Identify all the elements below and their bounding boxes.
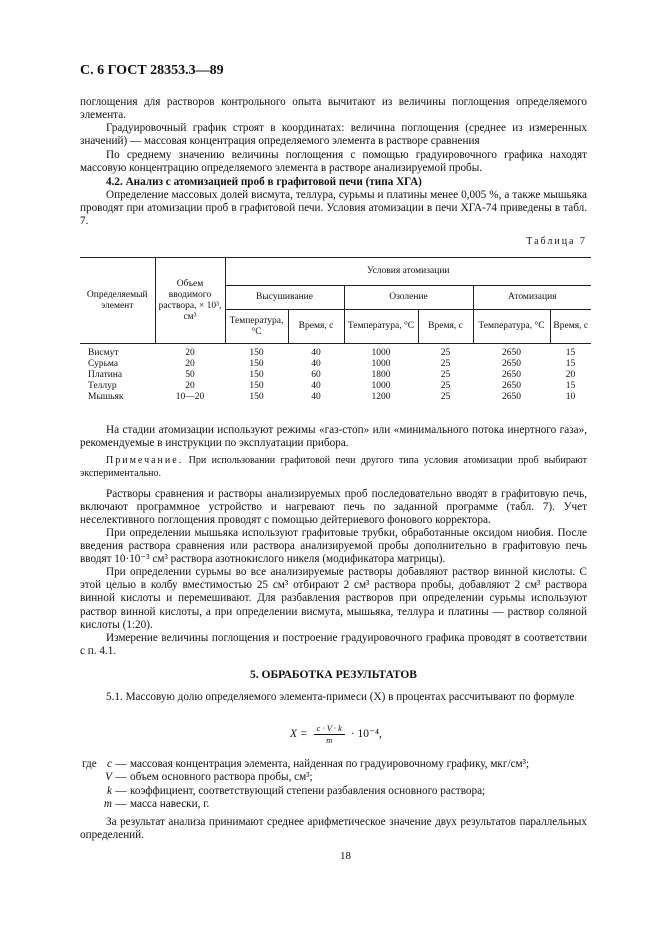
- cell: 1000: [371, 359, 391, 369]
- cell: 150: [249, 381, 264, 391]
- cell: 10—20: [175, 392, 205, 402]
- paragraph-4-2: Определение массовых долей висмута, теллура, сурьмы и платины менее 0,005 %, а также мышьяка проводят при атомизации проб в графитовой печи. Условия атомизации в печи ХГА-74 приведены в табл. 7.: [80, 189, 587, 228]
- cell: 150: [249, 370, 264, 380]
- legend-item: m — масса навески, г.: [82, 798, 529, 811]
- cell: 1800: [371, 370, 391, 380]
- cell: 50: [185, 370, 195, 380]
- page-header: С. 6 ГОСТ 28353.3—89: [80, 63, 224, 78]
- section-5-title: 5. ОБРАБОТКА РЕЗУЛЬТАТОВ: [250, 669, 417, 681]
- cell: 1200: [371, 392, 391, 402]
- paragraph-control: поглощения для растворов контрольного опыта вычитают из величины поглощения определяемого элемента.: [80, 96, 587, 122]
- note-text: При использовании графитовой печи другого типа условия атомизации проб выбирают экспериментально.: [80, 455, 587, 479]
- cell: 20: [185, 348, 195, 358]
- cell: 25: [440, 381, 451, 391]
- cell: 25: [440, 370, 451, 380]
- paragraph-graph: Градуировочный график строят в координатах: величина поглощения (среднее из измеренных значений) — массовая концентрация определяемого элемента в растворе сравнения: [80, 122, 587, 148]
- cell: 1000: [371, 348, 391, 358]
- cell: 40: [311, 348, 321, 358]
- table-caption: Таблица 7: [526, 236, 587, 247]
- paragraph-5-1: 5.1. Массовую долю определяемого элемента-примеси (X) в процентах рассчитывают по формуле: [106, 691, 575, 703]
- table-body: [80, 344, 591, 404]
- cell: 25: [440, 359, 451, 369]
- cell: 20: [185, 381, 195, 391]
- paragraph-mean: По среднему значению величины поглощения с помощью градуировочного графика находят массовую концентрацию определяемого элемента в растворе анализируемой пробы.: [80, 149, 587, 175]
- cell: 20: [185, 359, 195, 369]
- cell: Платина: [88, 370, 123, 380]
- cell: Сурьма: [88, 359, 119, 369]
- th-temp: Температура, °С: [225, 310, 288, 344]
- formula-fraction: [314, 723, 345, 746]
- cell: 15: [565, 359, 576, 369]
- legend-where: где: [82, 758, 97, 770]
- cell: 2650: [502, 370, 521, 380]
- note: [80, 455, 587, 480]
- th-conditions: Условия атомизации: [225, 258, 591, 286]
- th-time: Время, с: [418, 310, 473, 344]
- th-time: Время, с: [288, 310, 344, 344]
- legend-symbol: c: [107, 758, 112, 770]
- cell: 15: [565, 348, 576, 358]
- cell: 60: [311, 370, 321, 380]
- th-volume: Объем вводимого раствора, × 10³, см³: [155, 258, 225, 344]
- cell: 2650: [502, 392, 521, 402]
- legend-item: V — объем основного раствора пробы, см³;: [82, 771, 529, 784]
- page-number: 18: [340, 850, 351, 862]
- table-row: [80, 392, 591, 403]
- cell: 40: [311, 381, 321, 391]
- paragraph-solutions: Растворы сравнения и растворы анализируемых проб последовательно вводят в графитовую печь, включают программное устройство и нагревают печь по заданной программе (табл. 7). Учет неселективного поглощения проводят с помощью дейтериевого фонового корректора.: [80, 488, 587, 527]
- cell: 2650: [502, 348, 521, 358]
- cell: 150: [249, 348, 264, 358]
- legend-text: объем основного раствора пробы, см³;: [130, 771, 313, 784]
- legend-text: массовая концентрация элемента, найденная по градуировочному графику, мкг/см³;: [130, 758, 530, 770]
- cell: 1000: [371, 381, 391, 391]
- table-row: [80, 370, 591, 381]
- table-row: [80, 344, 591, 360]
- legend-symbol: m: [103, 798, 112, 811]
- th-atomization: Атомизация: [473, 286, 591, 310]
- formula-factor: · 10⁻⁴,: [350, 728, 382, 741]
- legend-item: k — коэффициент, соответствующий степени разбавления основного раствора;: [82, 785, 529, 798]
- cell: 2650: [502, 381, 521, 391]
- formula-denominator: m: [326, 735, 333, 745]
- legend-symbol: k: [107, 784, 112, 797]
- cell: 15: [565, 381, 576, 391]
- th-drying: Высушивание: [225, 286, 344, 310]
- cell: 40: [311, 359, 321, 369]
- cell: 20: [565, 370, 576, 380]
- th-temp: Температура, °С: [344, 310, 418, 344]
- cell: Мышьяк: [88, 392, 124, 402]
- cell: 25: [440, 392, 451, 402]
- cell: 150: [249, 359, 264, 369]
- th-time: Время, с: [550, 310, 591, 344]
- legend-text: коэффициент, соответствующий степени разбавления основного раствора;: [130, 784, 486, 797]
- formula-lhs: X =: [290, 728, 308, 741]
- cell: Теллур: [88, 381, 117, 391]
- cell: 25: [440, 348, 451, 358]
- cell: Висмут: [88, 348, 119, 358]
- note-label: Примечание.: [106, 455, 184, 466]
- paragraph-arsenic: При определении мышьяка используют графитовые трубки, обработанные оксидом ниобия. После введения раствора сравнения или раствора анализируемой пробы дополнительно в графитовую печь вводят 10·10⁻³ см³ раствора азотнокислого никеля (модификатора матрицы).: [80, 527, 587, 566]
- paragraph-antimony: При определении сурьмы во все анализируемые растворы добавляют раствор винной кислоты. С этой целью в колбу вместимостью 25 см³ отбирают 2 см³ раствора пробы, добавляют 2 см³ раствора винной кислоты и перемешивают. Для разбавления растворов при определении сурьмы используют раствор винной кислоты, а при определении висмута, мышьяка, теллура и платины — раствор соляной кислоты (1:20).: [80, 566, 587, 631]
- legend-text: масса навески, г.: [130, 798, 210, 811]
- table-row: [80, 359, 591, 370]
- section-4-2-title: 4.2. Анализ с атомизацией проб в графитовой печи (типа ХГА): [106, 176, 422, 188]
- th-ashing: Озоление: [344, 286, 473, 310]
- formula: [290, 723, 382, 746]
- cell: 150: [249, 392, 264, 402]
- cell: 40: [311, 392, 321, 402]
- paragraph-gas: На стадии атомизации используют режимы «газ-стоп» или «минимального потока инертного газа», рекомендуемые в инструкции по эксплуатации прибора.: [80, 424, 587, 450]
- legend-symbol: V: [105, 771, 112, 784]
- atomization-table: [80, 257, 591, 403]
- th-element: Определяемый элемент: [80, 258, 155, 344]
- paragraph-measurement: Измерение величины поглощения и построение градуировочного графика проводят в соответствии с п. 4.1.: [80, 632, 587, 658]
- legend-item: где c — массовая концентрация элемента, найденная по градуировочному графику, мкг/см³;: [82, 758, 530, 770]
- paragraph-result: За результат анализа принимают среднее арифметическое значение двух результатов параллельных определений.: [80, 816, 587, 842]
- formula-numerator: c · V · k: [314, 723, 345, 735]
- legend: [82, 758, 529, 812]
- th-temp: Температура, °С: [473, 310, 550, 344]
- table-row: [80, 381, 591, 392]
- cell: 10: [565, 392, 576, 402]
- cell: 2650: [502, 359, 521, 369]
